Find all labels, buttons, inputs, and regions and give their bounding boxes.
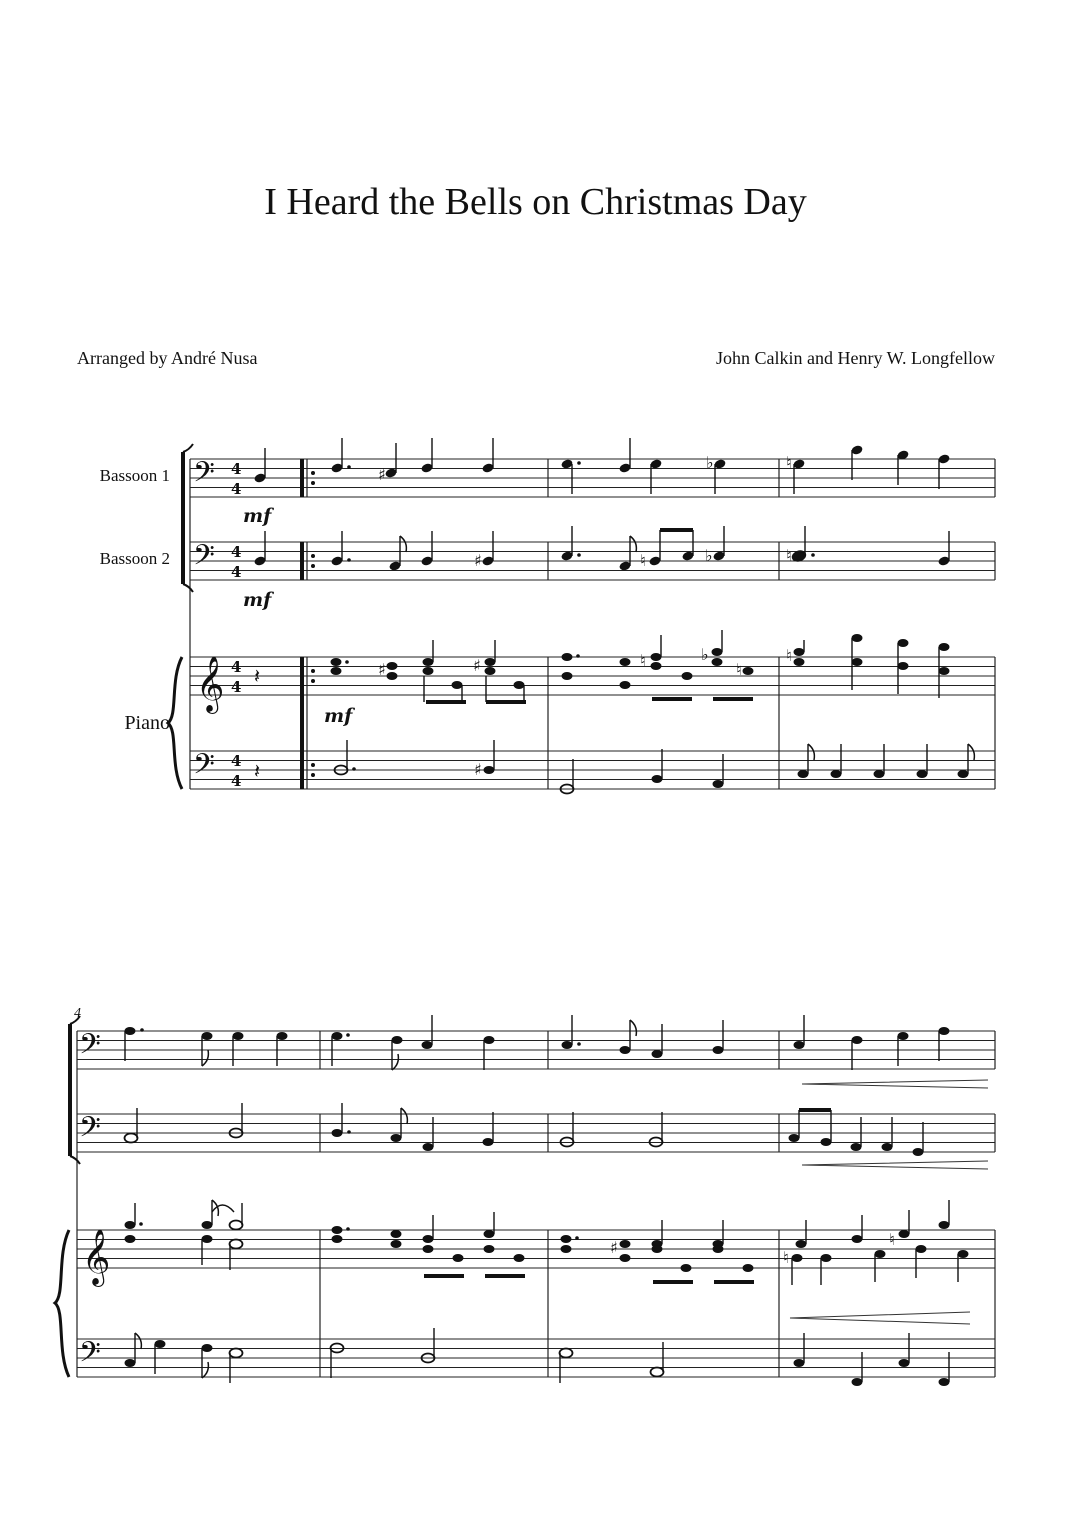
bassoon-2-notes: [125, 1103, 989, 1169]
piano-brace: [168, 657, 182, 789]
svg-text:♯: ♯: [378, 660, 386, 679]
dynamic-mf: mf: [324, 705, 353, 727]
crescendo-hairpin: [802, 1161, 988, 1169]
staff-piano-bass: [190, 751, 995, 789]
system-2: [55, 1006, 995, 1386]
svg-text:♯: ♯: [474, 760, 482, 779]
crescendo-hairpin: [802, 1080, 988, 1088]
dynamic-mf: mf: [243, 505, 272, 527]
svg-text:♭: ♭: [706, 453, 714, 472]
bassoon-2-notes: [253, 526, 950, 572]
piano-bass-notes: [254, 740, 974, 794]
staff-piano-bass: [77, 1339, 995, 1377]
measure-number: 4: [74, 1006, 81, 1021]
time-signature-top: 4: [231, 460, 242, 478]
bass-clef-icon: 𝄢: [79, 1028, 101, 1068]
bassoon-1-notes: [125, 1015, 989, 1088]
bassoon-1-notes: [253, 438, 950, 494]
arranger-credit: Arranged by André Nusa: [77, 348, 258, 368]
treble-clef-icon: 𝄞: [82, 1229, 111, 1285]
score-title: I Heard the Bells on Christmas Day: [264, 181, 807, 223]
staff-bassoon-1: [190, 459, 995, 497]
svg-text:♯: ♯: [474, 551, 482, 570]
repeat-barline: [300, 459, 315, 789]
time-signature-bottom: 4: [231, 772, 242, 790]
svg-text:♮: ♮: [736, 660, 742, 679]
time-signature-bottom: 4: [231, 563, 242, 581]
time-signature-top: 4: [231, 543, 242, 561]
crescendo-hairpin: [790, 1312, 970, 1324]
svg-text:♯: ♯: [378, 465, 386, 484]
svg-text:𝄽: 𝄽: [254, 759, 261, 783]
svg-text:♭: ♭: [705, 546, 713, 565]
time-signature-bottom: 4: [231, 678, 242, 696]
svg-text:♮: ♮: [786, 646, 792, 665]
svg-text:♮: ♮: [786, 546, 792, 565]
composer-credit: John Calkin and Henry W. Longfellow: [716, 348, 995, 368]
piano-brace: [55, 1230, 69, 1377]
dynamic-mf: mf: [243, 589, 272, 611]
time-signature-top: 4: [231, 752, 242, 770]
instrument-label-bassoon-1: Bassoon 1: [99, 466, 170, 485]
svg-text:♭: ♭: [701, 645, 709, 664]
treble-clef-icon: 𝄞: [196, 656, 225, 712]
bass-clef-icon: 𝄢: [193, 539, 215, 579]
svg-text:♮: ♮: [786, 453, 792, 472]
piano-treble-notes: [125, 1200, 971, 1324]
bass-clef-icon: 𝄢: [193, 456, 215, 496]
time-signature-bottom: 4: [231, 480, 242, 498]
bass-clef-icon: 𝄢: [79, 1111, 101, 1151]
time-signature-top: 4: [231, 658, 242, 676]
svg-text:♮: ♮: [640, 551, 646, 570]
bass-clef-icon: 𝄢: [79, 1336, 101, 1376]
svg-text:♯: ♯: [610, 1238, 618, 1257]
instrument-label-piano: Piano: [124, 712, 170, 734]
bass-clef-icon: 𝄢: [193, 748, 215, 788]
svg-text:♮: ♮: [640, 651, 646, 670]
svg-text:♮: ♮: [783, 1248, 789, 1267]
svg-text:♮: ♮: [889, 1230, 895, 1249]
staff-bassoon-2: [190, 542, 995, 580]
system-1: [168, 438, 995, 794]
svg-text:𝄽: 𝄽: [254, 664, 261, 688]
staff-piano-treble: [190, 657, 995, 695]
instrument-label-bassoon-2: Bassoon 2: [99, 549, 170, 568]
svg-text:♯: ♯: [473, 656, 481, 675]
